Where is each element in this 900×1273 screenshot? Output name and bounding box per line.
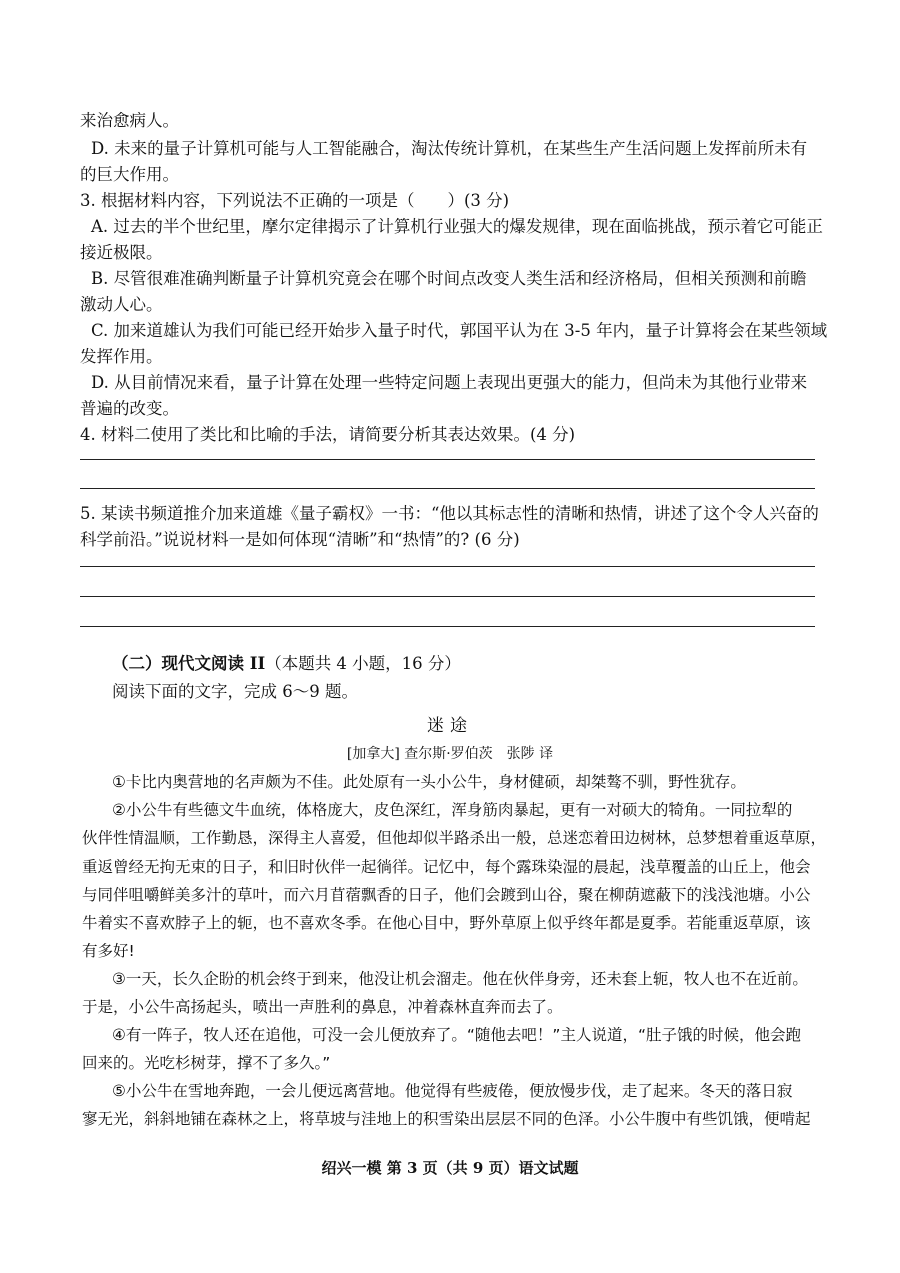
article-byline: [加拿大] 查尔斯·罗伯茨 张陟 译 xyxy=(346,746,554,762)
paragraph-4: ④有一阵子，牧人还在追他，可没一会儿便放弃了。“随他去吧！”主人说道，“肚子饿的时候，他会跑 xyxy=(112,1026,801,1044)
option-d-line: D. 未来的量子计算机可能与人工智能融合，淘汰传统计算机，在某些生产生活问题上发挥前所未有 xyxy=(91,139,808,158)
paragraph-2-line: 重返曾经无拘无束的日子，和旧时伙伴一起徜徉。记忆中，每个露珠染湿的晨起，浅草覆盖的山丘上，他会 xyxy=(82,858,811,876)
paragraph-2-line: 有多好! xyxy=(82,942,135,960)
question-3: 3. 根据材料内容，下列说法不正确的一项是（ ）(3 分) xyxy=(80,191,510,210)
text-line: 来治愈病人。 xyxy=(80,111,179,130)
paragraph-1: ①卡比内奥营地的名声颇为不佳。此处原有一头小公牛，身材健硕，却桀骜不驯，野性犹存。 xyxy=(112,773,746,791)
paragraph-3-line: 于是，小公牛高扬起头，喷出一声胜利的鼻息，冲着森林直奔而去了。 xyxy=(82,998,563,1016)
question-5: 5. 某读书频道推介加来道雄《量子霸权》一书：“他以其标志性的清晰和热情，讲述了这个令人兴奋的 xyxy=(80,504,819,523)
page-footer: 绍兴一模 第 3 页（共 9 页）语文试题 xyxy=(321,1159,579,1177)
option-b-line: B. 尽管很难准确判断量子计算机究竟会在哪个时间点改变人类生活和经济格局，但相关预测和前瞻 xyxy=(91,269,807,288)
text-line: 激动人心。 xyxy=(80,295,163,314)
text-line: 的巨大作用。 xyxy=(80,165,179,184)
text-line: 接近极限。 xyxy=(80,243,163,262)
answer-line xyxy=(80,626,815,627)
paragraph-5-line: 寥无光，斜斜地铺在森林之上，将草坡与洼地上的积雪染出层层不同的色泽。小公牛腹中有些饥饿，便啃起 xyxy=(82,1110,811,1128)
text-line: 科学前沿。”说说材料一是如何体现“清晰”和“热情”的? (6 分) xyxy=(80,530,520,549)
option-d-line: D. 从目前情况来看，量子计算在处理一些特定问题上表现出更强大的能力，但尚未为其他行业带来 xyxy=(91,373,808,392)
paragraph-2: ②小公牛有些德文牛血统，体格庞大，皮色深红，浑身筋肉暴起，更有一对硕大的犄角。一同拉犁的 xyxy=(112,801,793,819)
section-instruction: 阅读下面的文字，完成 6～9 题。 xyxy=(112,682,358,701)
paragraph-2-line: 牛着实不喜欢脖子上的轭，也不喜欢冬季。在他心目中，野外草原上似乎终年都是夏季。若能重返草原，该 xyxy=(82,914,811,932)
paragraph-2-line: 与同伴咀嚼鲜美多汁的草叶，而六月苜蓿飘香的日子，他们会踱到山谷，聚在柳荫遮蔽下的浅浅池塘。小公 xyxy=(82,886,811,904)
text-line: 发挥作用。 xyxy=(80,347,163,366)
paragraph-5: ⑤小公牛在雪地奔跑，一会儿便远离营地。他觉得有些疲倦，便放慢步伐，走了起来。冬天的落日寂 xyxy=(112,1082,793,1100)
answer-line xyxy=(80,488,815,489)
text-line: 普遍的改变。 xyxy=(80,399,179,418)
question-4: 4. 材料二使用了类比和比喻的手法，请简要分析其表达效果。(4 分) xyxy=(80,425,576,444)
option-c-line: C. 加来道雄认为我们可能已经开始步入量子时代，郭国平认为在 3-5 年内，量子计算将会在某些领域 xyxy=(91,321,828,340)
answer-line xyxy=(80,596,815,597)
answer-line xyxy=(80,459,815,460)
article-title: 迷途 xyxy=(427,716,473,736)
paragraph-3: ③一天，长久企盼的机会终于到来，他没让机会溜走。他在伙伴身旁，还未套上轭，牧人也不在近前。 xyxy=(112,970,808,988)
section-heading-note: （本题共 4 小题，16 分） xyxy=(265,654,461,673)
answer-line xyxy=(80,566,815,567)
section-heading xyxy=(112,653,461,675)
section-heading-main: （二）现代文阅读 II xyxy=(112,654,266,673)
paragraph-4-line: 回来的。光吃杉树芽，撑不了多久。” xyxy=(82,1054,331,1072)
paragraph-2-line: 伙伴性情温顺，工作勤恳，深得主人喜爱，但他却似半路杀出一般，总迷恋着田边树林，总梦想着重返草原， xyxy=(82,829,827,847)
option-a-line: A. 过去的半个世纪里，摩尔定律揭示了计算机行业强大的爆发规律，现在面临挑战，预示着它可能正 xyxy=(91,217,823,236)
